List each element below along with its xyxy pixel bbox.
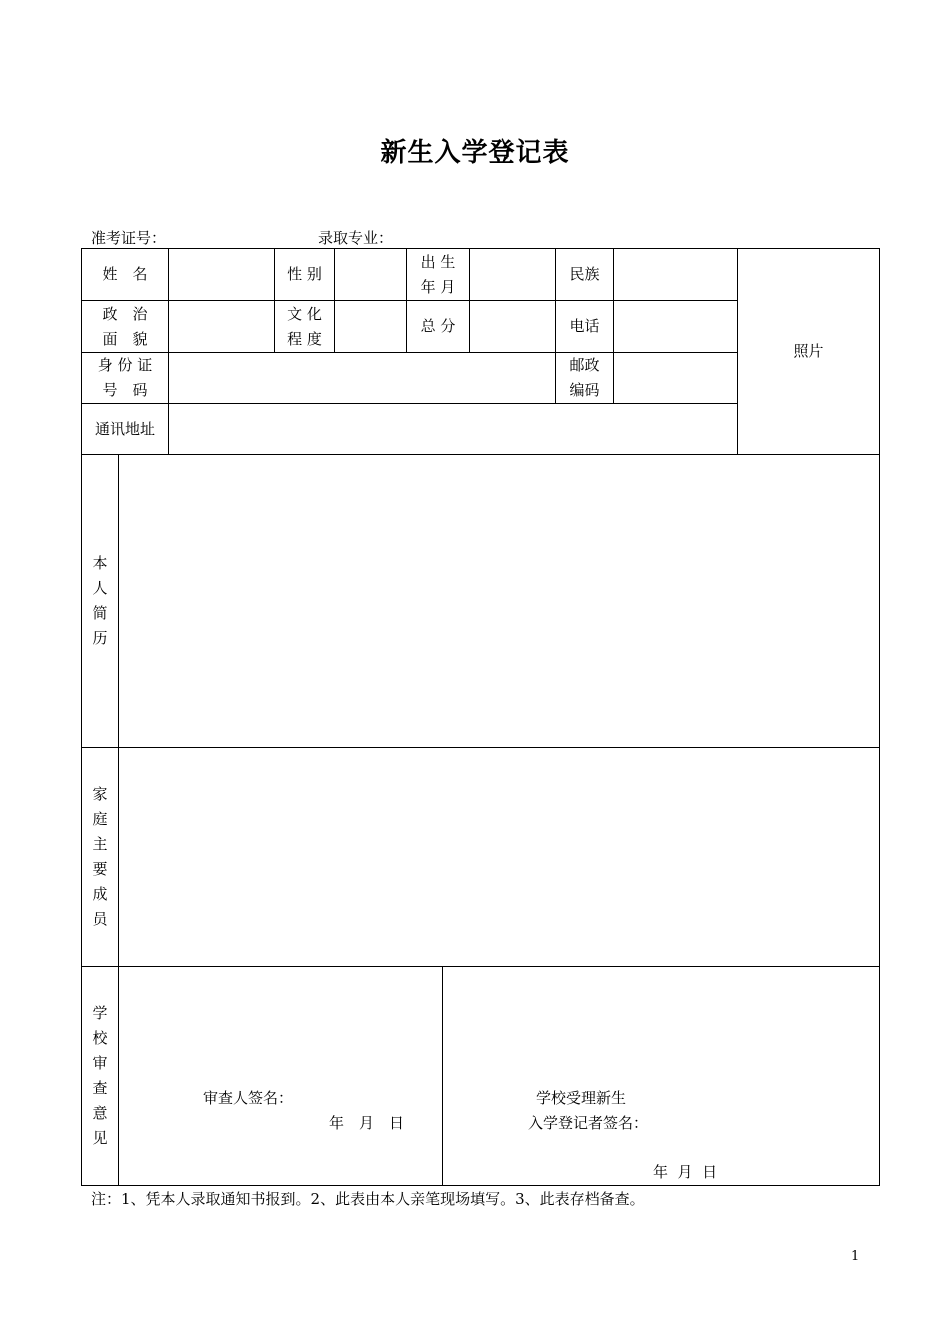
review-label-text: 学校审查意见: [92, 1004, 108, 1147]
family-field[interactable]: [119, 748, 879, 966]
family-label-text: 家庭主要成员: [92, 785, 108, 928]
gender-field[interactable]: [335, 249, 406, 300]
address-label: 通讯地址: [94, 419, 155, 438]
phone-label: 电话: [569, 317, 600, 335]
registrar-line2: 入学登记者签名：: [528, 1114, 649, 1132]
political-label: 政 治 面 貌: [102, 304, 148, 348]
postal-label: 邮政 编码: [569, 356, 600, 399]
political-field[interactable]: [169, 301, 274, 352]
reviewer-date-label: 年 月 日: [329, 1114, 405, 1132]
postal-field[interactable]: [614, 353, 737, 403]
education-label: 文 化 程 度: [287, 304, 322, 348]
photo-box[interactable]: 照片: [793, 342, 824, 360]
reviewer-section[interactable]: [119, 967, 442, 1185]
ethnicity-field[interactable]: [614, 249, 737, 300]
address-field[interactable]: [169, 404, 737, 454]
phone-field[interactable]: [614, 301, 737, 352]
major-label: 录取专业：: [318, 229, 394, 247]
gender-label: 性 别: [287, 265, 322, 283]
registrar-section[interactable]: [443, 967, 879, 1185]
ethnicity-label: 民族: [569, 265, 600, 283]
registrar-line1: 学校受理新生: [536, 1089, 627, 1107]
family-label: [82, 748, 118, 966]
page-title: 新生入学登记表: [380, 138, 570, 168]
footer-note: 注：1、凭本人录取通知书报到。2、此表由本人亲笔现场填写。3、此表存档备查。: [91, 1190, 645, 1208]
score-field[interactable]: [470, 301, 555, 352]
resume-label: [82, 455, 118, 747]
id-field[interactable]: [169, 353, 555, 403]
education-field[interactable]: [335, 301, 406, 352]
resume-label-text: 本人简历: [92, 554, 108, 647]
exam-id-label: 准考证号：: [91, 229, 167, 247]
reviewer-sign-label: 审查人签名：: [203, 1089, 294, 1107]
resume-field[interactable]: [119, 455, 879, 747]
name-field[interactable]: [169, 249, 274, 300]
id-label: 身 份 证 号 码: [97, 356, 153, 399]
registrar-date-label: 年 月 日: [653, 1163, 718, 1181]
name-label: 姓 名: [102, 265, 148, 283]
birth-label: 出 生 年 月: [420, 252, 456, 296]
score-label: 总 分: [420, 317, 456, 335]
review-label: [82, 967, 118, 1185]
page-number: 1: [851, 1249, 860, 1264]
birth-field[interactable]: [470, 249, 555, 300]
